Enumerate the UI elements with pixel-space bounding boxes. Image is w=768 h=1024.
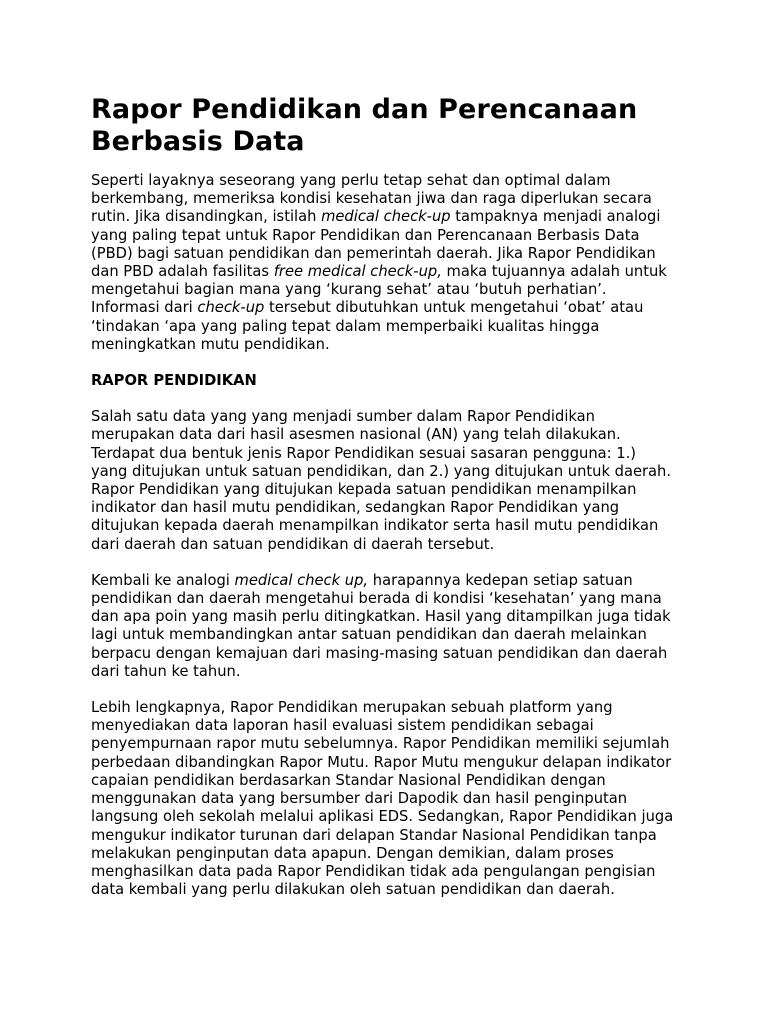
intro-paragraph bbox=[91, 172, 677, 354]
body-paragraph-1 bbox=[91, 408, 677, 554]
body-paragraph-3 bbox=[91, 699, 677, 899]
text-run: Seperti layaknya seseorang yang perlu tetap sehat dan optimal dalam berkembang, memeriksa kondisi kesehatan jiwa dan raga diperlukan secara rutin. Jika disandingkan, istilah bbox=[91, 172, 652, 226]
text-run: tersebut dibutuhkan untuk mengetahui ‘obat’ atau ‘tindakan ‘apa yang paling tepat dalam memperbaiki kualitas hingga meningkatkan mutu pendidikan. bbox=[91, 299, 644, 353]
page-title: Rapor Pendidikan dan Perencanaan Berbasis Data bbox=[91, 94, 638, 157]
text-run: Kembali ke analogi bbox=[91, 571, 235, 589]
text-run: tampaknya menjadi analogi yang paling tepat untuk Rapor Pendidikan dan Perencanaan Berbasis Data (PBD) bagi satuan pendidikan dan pemerintah daerah. Jika Rapor Pendidikan dan PBD adalah fasilitas bbox=[91, 208, 661, 281]
italic-text-run: medical check-up bbox=[321, 208, 451, 226]
body-paragraph-2 bbox=[91, 572, 677, 681]
italic-text-run: medical check up, bbox=[234, 571, 369, 589]
italic-text-run: free medical check-up, bbox=[273, 263, 442, 281]
document-page bbox=[91, 94, 677, 899]
section-heading: RAPOR PENDIDIKAN bbox=[91, 372, 257, 390]
text-run: Salah satu data yang yang menjadi sumber dalam Rapor Pendidikan merupakan data dari hasil asesmen nasional (AN) yang telah dilakukan. Terdapat dua bentuk jenis Rapor Pendidikan sesuai sasaran pengguna: 1.) yang ditujukan untuk satuan pendidikan, dan 2.) yang ditujukan untuk daerah. Rapor Pendidikan yang ditujukan kepada satuan pendidikan menampilkan indikator dan hasil mutu pendidikan, sedangkan Rapor Pendidikan yang ditujukan kepada daerah menampilkan indikator serta hasil mutu pendidikan dari daerah dan satuan pendidikan di daerah tersebut. bbox=[91, 408, 672, 553]
italic-text-run: check-up bbox=[197, 299, 265, 317]
text-run: maka tujuannya adalah untuk mengetahui bagian mana yang ‘kurang sehat’ atau ‘butuh perhatian’. Informasi dari bbox=[91, 263, 667, 317]
text-run: harapannya kedepan setiap satuan pendidikan dan daerah mengetahui berada di kondisi ‘kesehatan’ yang mana dan apa poin yang masih perlu ditingkatkan. Hasil yang ditampilkan juga tidak lagi untuk membandingkan antar satuan pendidikan dan daerah melainkan berpacu dengan kemajuan dari masing-masing satuan pendidikan dan daerah dari tahun ke tahun. bbox=[91, 571, 671, 680]
text-run: Lebih lengkapnya, Rapor Pendidikan merupakan sebuah platform yang menyediakan data laporan hasil evaluasi sistem pendidikan sebagai penyempurnaan rapor mutu sebelumnya. Rapor Pendidikan memiliki sejumlah perbedaan dibandingkan Rapor Mutu. Rapor Mutu mengukur delapan indikator capaian pendidikan berdasarkan Standar Nasional Pendidikan dengan menggunakan data yang bersumber dari Dapodik dan hasil penginputan langsung oleh sekolah melalui aplikasi EDS. Sedangkan, Rapor Pendidikan juga mengukur indikator turunan dari delapan Standar Nasional Pendidikan tanpa melakukan penginputan data apapun. Dengan demikian, dalam proses menghasilkan data pada Rapor Pendidikan tidak ada pengulangan pengisian data kembali yang perlu dilakukan oleh satuan pendidikan dan daerah. bbox=[91, 699, 674, 899]
